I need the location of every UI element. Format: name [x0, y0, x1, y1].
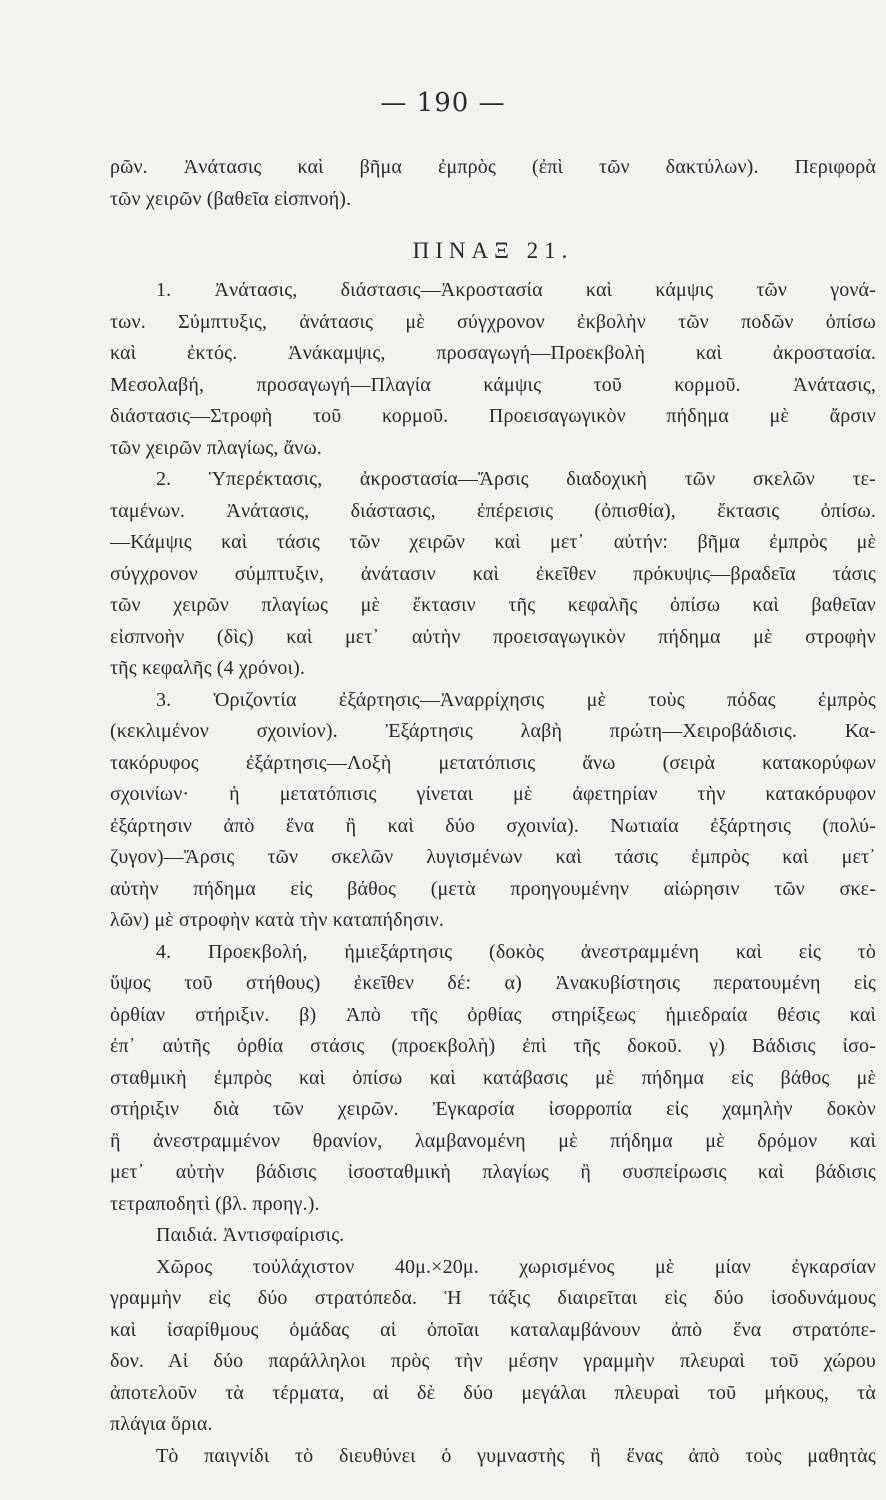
- text-line: γραμμὴν εἰς δύο στρατόπεδα. Ἡ τάξις διαιρεῖται εἰς δύο ἰσοδυνάμους: [110, 1287, 876, 1309]
- text-line: ἢ ἀνεστραμμένον θρανίον, λαμβανομένη μὲ πήδημα μὲ δρόμον καὶ: [110, 1129, 876, 1152]
- text-line: σχοινίων· ἡ μετατόπισις γίνεται μὲ ἀφετηρίαν τὴν κατακόρυφον: [110, 783, 876, 805]
- text-line: τετραποδητὶ (βλ. προηγ.).: [110, 1192, 320, 1215]
- table-heading: ΠΙΝΑΞ 21.: [412, 238, 574, 263]
- page-number: — 190 —: [380, 88, 506, 118]
- text-line: τῶν χειρῶν πλαγίως, ἄνω.: [110, 436, 322, 459]
- text-line: πλάγια ὅρια.: [110, 1413, 213, 1435]
- text-line: τῆς κεφαλῆς (4 χρόνοι).: [110, 657, 306, 679]
- text-line: καὶ ἐκτός. Ἀνάκαμψις, προσαγωγή—Προεκβολὴ καὶ ἀκροστασία.: [110, 342, 876, 364]
- text-line: ἐπ᾽ αὐτῆς ὀρθία στάσις (προεκβολὴ) ἐπὶ τῆς δοκοῦ. γ) Βάδισις ἰσο-: [110, 1035, 876, 1057]
- text-line: ζυγον)—Ἄρσις τῶν σκελῶν λυγισμένων καὶ τάσις ἐμπρὸς καὶ μετ᾽: [110, 846, 876, 868]
- text-line: 4. Προεκβολή, ἡμιεξάρτησις (δοκὸς ἀνεστραμμένη καὶ εἰς τὸ: [156, 940, 876, 963]
- text-line: τῶν χειρῶν (βαθεῖα εἰσπνοή).: [110, 187, 352, 210]
- text-line: διάστασις—Στροφὴ τοῦ κορμοῦ. Προεισαγωγικὸν πήδημα μὲ ἄρσιν: [110, 405, 876, 427]
- text-line: Τὸ παιγνίδι τὸ διευθύνει ὁ γυμναστὴς ἢ ἕνας ἀπὸ τοὺς μαθητὰς: [156, 1444, 876, 1467]
- text-line: λῶν) μὲ στροφὴν κατὰ τὴν καταπήδησιν.: [110, 909, 445, 931]
- text-line: 1. Ἀνάτασις, διάστασις—Ἀκροστασία καὶ κάμψις τῶν γονά-: [156, 279, 876, 301]
- text-line: (κεκλιμένον σχοινίον). Ἐξάρτησις λαβὴ πρώτη—Χειροβάδισις. Κα-: [110, 720, 876, 742]
- text-line: 2. Ὑπερέκτασις, ἀκροστασία—Ἄρσις διαδοχικὴ τῶν σκελῶν τε-: [156, 468, 876, 490]
- text-line: των. Σύμπτυξις, ἀνάτασις μὲ σύγχρονον ἐκβολὴν τῶν ποδῶν ὀπίσω: [110, 310, 876, 333]
- text-line: ταμένων. Ἀνάτασις, διάστασις, ἐπέρεισις (ὀπισθία), ἔκτασις ὀπίσω.: [110, 499, 876, 522]
- text-line: Χῶρος τοὐλάχιστον 40μ.×20μ. χωρισμένος μὲ μίαν ἐγκαρσίαν: [156, 1255, 876, 1278]
- text-line: δον. Αἱ δύο παράλληλοι πρὸς τὴν μέσην γραμμὴν πλευραὶ τοῦ χώρου: [110, 1350, 876, 1372]
- text-line: αὐτὴν πήδημα εἰς βάθος (μετὰ προηγουμένην αἰώρησιν τῶν σκε-: [110, 877, 876, 900]
- text-line: ὕψος τοῦ στήθους) ἐκεῖθεν δέ: α) Ἀνακυβίστησις περατουμένη εἰς: [110, 972, 876, 994]
- text-line: ὀρθίαν στήριξιν. β) Ἀπὸ τῆς ὀρθίας στηρίξεως ἡμιεδραία θέσις καὶ: [110, 1003, 876, 1026]
- text-line: στήριξιν διὰ τῶν χειρῶν. Ἐγκαρσία ἰσορροπία εἰς χαμηλὴν δοκὸν: [110, 1098, 876, 1120]
- game-title: Παιδιά. Ἀντισφαίρισις.: [156, 1224, 345, 1246]
- text-line: ρῶν. Ἀνάτασις καὶ βῆμα ἐμπρὸς (ἐπὶ τῶν δακτύλων). Περιφορὰ: [110, 156, 876, 178]
- text-line: ἐξάρτησιν ἀπὸ ἕνα ἢ καὶ δύο σχοινία). Νωτιαία ἐξάρτησις (πολύ-: [110, 814, 876, 837]
- text-line: τακόρυφος ἐξάρτησις—Λοξὴ μετατόπισις ἄνω (σειρὰ κατακορύφων: [110, 751, 876, 774]
- text-line: μετ᾽ αὐτὴν βάδισις ἰσοσταθμικὴ πλαγίως ἢ συσπείρωσις καὶ βάδισις: [110, 1161, 876, 1183]
- text-line: τῶν χειρῶν πλαγίως μὲ ἔκτασιν τῆς κεφαλῆς ὀπίσω καὶ βαθεῖαν: [110, 594, 876, 616]
- text-line: σταθμικὴ ἐμπρὸς καὶ ὀπίσω καὶ κατάβασις μὲ πήδημα εἰς βάθος μὲ: [110, 1066, 876, 1089]
- text-line: 3. Ὁριζοντία ἐξάρτησις—Ἀναρρίχησις μὲ τοὺς πόδας ἐμπρὸς: [156, 688, 876, 711]
- text-line: —Κάμψις καὶ τάσις τῶν χειρῶν καὶ μετ᾽ αὐτήν: βῆμα ἐμπρὸς μὲ: [110, 531, 876, 553]
- text-line: σύγχρονον σύμπτυξιν, ἀνάτασιν καὶ ἐκεῖθεν πρόκυψις—βραδεῖα τάσις: [110, 562, 876, 585]
- text-line: καὶ ἰσαρίθμους ὁμάδας αἱ ὁποῖαι καταλαμβάνουν ἀπὸ ἕνα στρατόπε-: [110, 1318, 876, 1341]
- text-line: Μεσολαβή, προσαγωγή—Πλαγία κάμψις τοῦ κορμοῦ. Ἀνάτασις,: [110, 373, 876, 396]
- text-line: ἀποτελοῦν τὰ τέρματα, αἱ δὲ δύο μεγάλαι πλευραὶ τοῦ μήκους, τὰ: [110, 1381, 876, 1404]
- page-body: [110, 152, 876, 1472]
- text-line: εἰσπνοὴν (δὶς) καὶ μετ᾽ αὐτὴν προεισαγωγικὸν πήδημα μὲ στροφὴν: [110, 625, 876, 648]
